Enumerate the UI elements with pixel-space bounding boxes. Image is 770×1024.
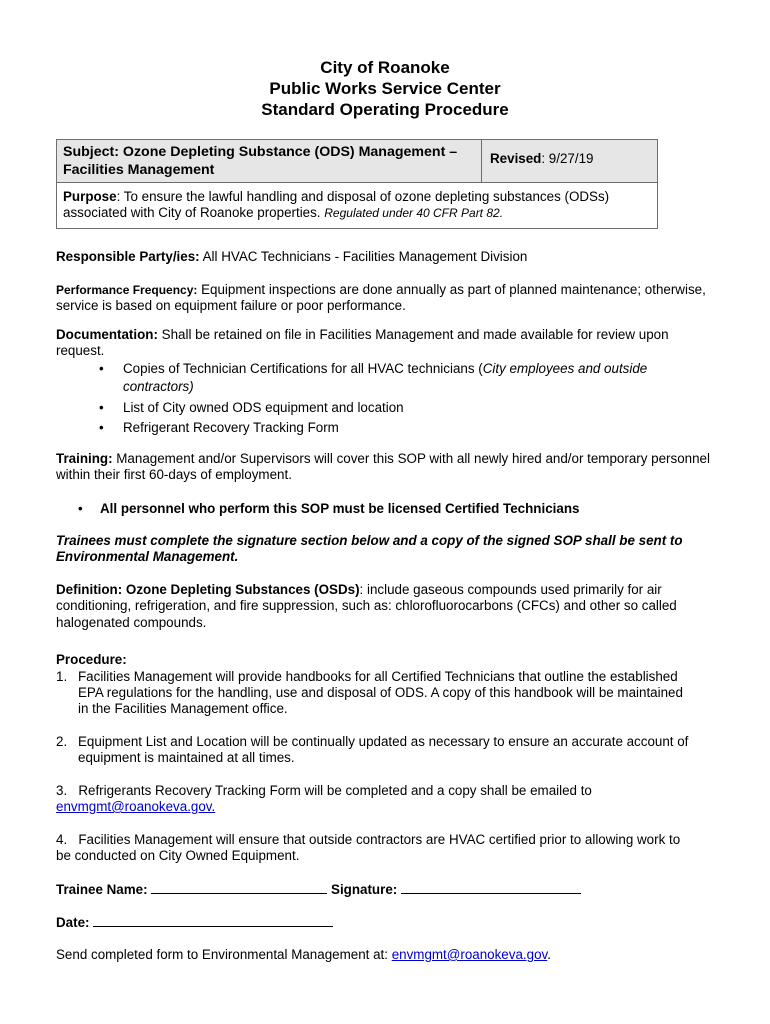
footer-email-link[interactable]: envmgmt@roanokeva.gov xyxy=(391,947,548,962)
footer-end: . xyxy=(547,947,551,962)
doc-bullet-1-text: Copies of Technician Certifications for all HVAC technicians ( xyxy=(123,361,483,376)
step1-line2: EPA regulations for the handling, use and disposal of ODS. A copy of this handbook will be maintained xyxy=(78,685,683,700)
responsible-party xyxy=(56,249,716,265)
signature-label: Signature: xyxy=(331,882,398,897)
bullet-icon: • xyxy=(99,400,104,415)
procedure-label: Procedure: xyxy=(56,652,127,667)
step3-text: 3. Refrigerants Recovery Tracking Form will be completed and a copy shall be emailed to xyxy=(56,783,592,798)
revised-cell xyxy=(482,140,658,183)
doc-bullet-1-italic: City employees and outside xyxy=(482,361,648,376)
training-label: Training: xyxy=(56,451,113,466)
responsible-text: All HVAC Technicians - Facilities Management Division xyxy=(199,249,528,264)
doc-bullet-1-cont: contractors) xyxy=(123,379,194,394)
frequency-label: Performance Frequency: xyxy=(56,283,198,297)
signature-field[interactable] xyxy=(401,880,581,894)
performance-frequency xyxy=(56,282,716,315)
date-field[interactable] xyxy=(93,913,333,927)
revised-label: Revised xyxy=(490,151,542,166)
purpose-label: Purpose xyxy=(63,189,117,204)
step3-email-link[interactable]: envmgmt@roanokeva.gov. xyxy=(56,799,216,814)
header-center: Public Works Service Center xyxy=(269,79,501,98)
trainee-name-label: Trainee Name: xyxy=(56,882,148,897)
signature-row xyxy=(56,880,716,898)
frequency-text: Equipment inspections are done annually as part of planned maintenance; otherwise, service is based on equipment failure or poor performance. xyxy=(56,282,706,314)
header-city: City of Roanoke xyxy=(320,58,450,77)
step4-line1: 4. Facilities Management will ensure that outside contractors are HVAC certified prior to allowing work to xyxy=(56,832,681,847)
step1-line1: Facilities Management will provide handbooks for all Certified Technicians that outline the established xyxy=(78,669,678,684)
doc-bullet-1 xyxy=(123,361,683,377)
step2-line1: Equipment List and Location will be continually updated as necessary to ensure an accurate account of xyxy=(78,734,689,749)
definition xyxy=(56,582,716,631)
purpose-regulation: Regulated under 40 CFR Part 82. xyxy=(324,206,504,221)
bullet-icon: • xyxy=(99,361,104,376)
training-bullet: All personnel who perform this SOP must be licensed Certified Technicians xyxy=(100,501,580,516)
date-label: Date: xyxy=(56,915,90,930)
purpose-cell xyxy=(57,183,658,229)
documentation-label: Documentation: xyxy=(56,327,158,342)
date-row xyxy=(56,913,716,931)
revised-date: : 9/27/19 xyxy=(541,151,594,166)
step1-line3: in the Facilities Management office. xyxy=(78,701,288,716)
purpose-text: : To ensure the lawful handling and disposal of ozone depleting substances (ODSs) associated with City of Roanoke properties. xyxy=(63,189,610,221)
footer-text: Send completed form to Environmental Management at: xyxy=(56,947,392,962)
responsible-label: Responsible Party/ies: xyxy=(56,249,200,264)
header-sop: Standard Operating Procedure xyxy=(261,100,509,119)
bullet-icon: • xyxy=(99,420,104,435)
training xyxy=(56,451,716,484)
subject-cell: Subject: Ozone Depleting Substance (ODS) Management – Facilities Management xyxy=(57,140,482,183)
subject-table xyxy=(56,139,658,229)
step2-line2: equipment is maintained at all times. xyxy=(78,750,295,765)
step4-line2: be conducted on City Owned Equipment. xyxy=(56,848,300,863)
footer-note xyxy=(56,947,716,963)
step2-number: 2. xyxy=(56,734,68,749)
definition-text: : include gaseous compounds used primarily for air conditioning, refrigeration, and fire suppression, such as: chlorofluorocarbons (CFCs) and other so called halogenated compounds. xyxy=(56,582,677,630)
trainee-name-field[interactable] xyxy=(151,880,327,894)
documentation xyxy=(56,327,716,360)
documentation-text: Shall be retained on file in Facilities Management and made available for review upon request. xyxy=(56,327,669,359)
bullet-icon: • xyxy=(78,501,83,516)
trainees-note: Trainees must complete the signature section below and a copy of the signed SOP shall be sent to Environmental Management. xyxy=(56,533,683,565)
definition-label: Definition: Ozone Depleting Substances (OSDs) xyxy=(56,582,360,597)
doc-bullet-3: Refrigerant Recovery Tracking Form xyxy=(123,420,339,435)
training-text: Management and/or Supervisors will cover this SOP with all newly hired and/or temporary personnel within their first 60-days of employment. xyxy=(56,451,710,483)
step1-number: 1. xyxy=(56,669,68,684)
doc-bullet-2: List of City owned ODS equipment and location xyxy=(123,400,404,415)
